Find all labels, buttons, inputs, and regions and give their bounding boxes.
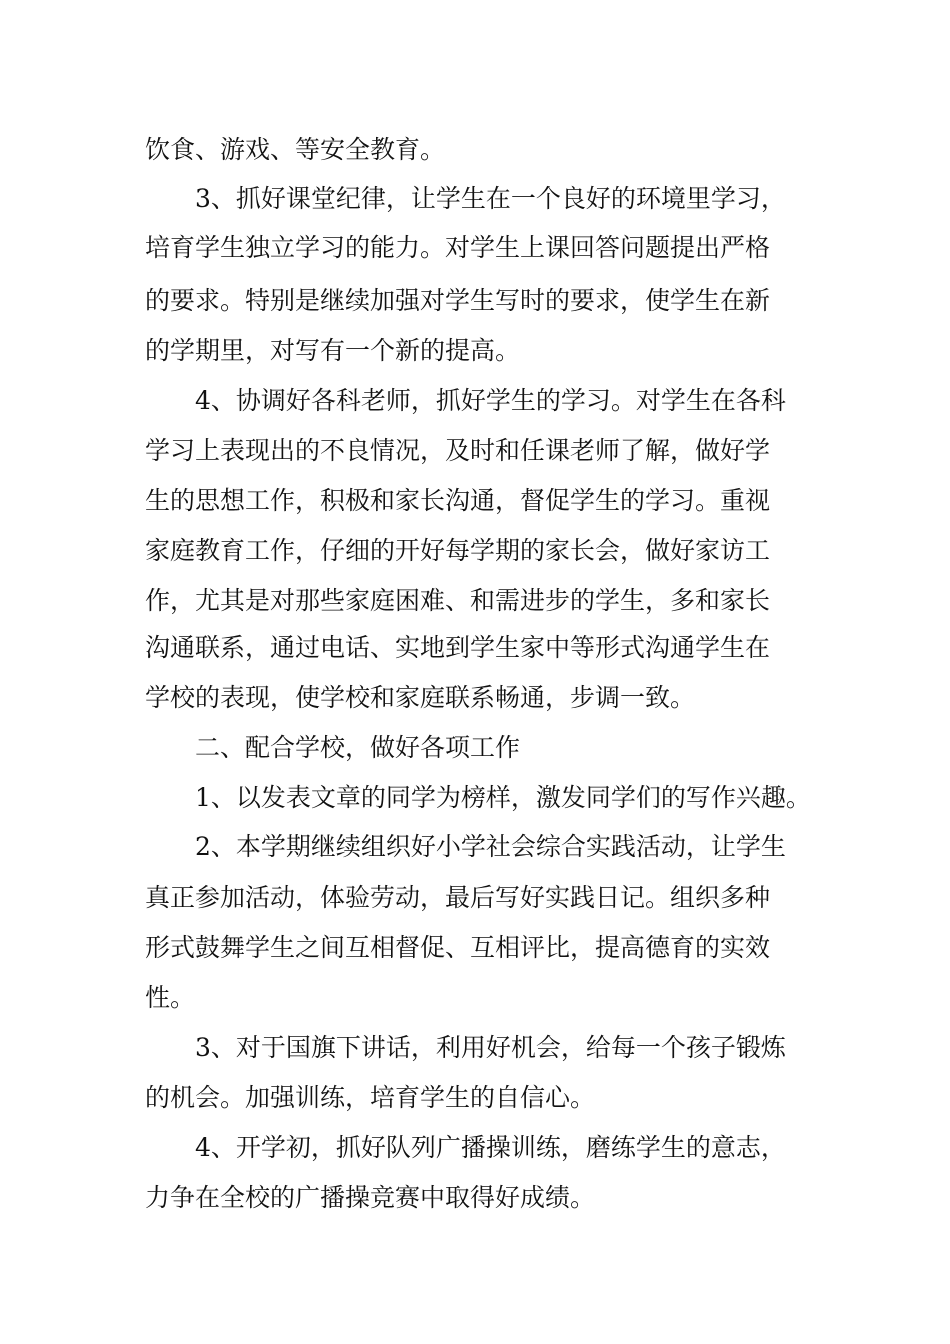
- text-line: 家庭教育工作，仔细的开好每学期的家长会，做好家访工: [145, 536, 771, 565]
- text-line: 的学期里，对写有一个新的提高。: [145, 336, 521, 365]
- text-line: 沟通联系，通过电话、实地到学生家中等形式沟通学生在: [145, 633, 771, 662]
- text-line: 作，尤其是对那些家庭困难、和需进步的学生，多和家长: [145, 586, 771, 615]
- text-line: 真正参加活动，体验劳动，最后写好实践日记。组织多种: [145, 883, 771, 912]
- text-line: 的机会。加强训练，培育学生的自信心。: [145, 1083, 596, 1112]
- text-line: 性。: [145, 983, 196, 1012]
- text-line: 3、抓好课堂纪律，让学生在一个良好的环境里学习，: [195, 184, 786, 213]
- text-line: 4、开学初，抓好队列广播操训练，磨练学生的意志，: [195, 1133, 786, 1162]
- text-line: 生的思想工作，积极和家长沟通，督促学生的学习。重视: [145, 486, 771, 515]
- text-line: 的要求。特别是继续加强对学生写时的要求，使学生在新: [145, 286, 771, 315]
- text-line: 饮食、游戏、等安全教育。: [145, 135, 446, 164]
- text-line: 2、本学期继续组织好小学社会综合实践活动，让学生: [195, 832, 786, 861]
- text-line: 力争在全校的广播操竞赛中取得好成绩。: [145, 1183, 596, 1212]
- text-line: 4、协调好各科老师，抓好学生的学习。对学生在各科: [195, 386, 786, 415]
- text-line: 形式鼓舞学生之间互相督促、互相评比，提高德育的实效: [145, 933, 771, 962]
- text-line: 3、对于国旗下讲话，利用好机会，给每一个孩子锻炼: [195, 1033, 786, 1062]
- text-line: 学习上表现出的不良情况，及时和任课老师了解，做好学: [145, 436, 771, 465]
- text-line: 学校的表现，使学校和家庭联系畅通，步调一致。: [145, 683, 696, 712]
- section-heading: 二、配合学校，做好各项工作: [195, 733, 521, 762]
- text-line: 培育学生独立学习的能力。对学生上课回答问题提出严格: [145, 233, 771, 262]
- text-line: 1、以发表文章的同学为榜样，激发同学们的写作兴趣。: [195, 783, 811, 812]
